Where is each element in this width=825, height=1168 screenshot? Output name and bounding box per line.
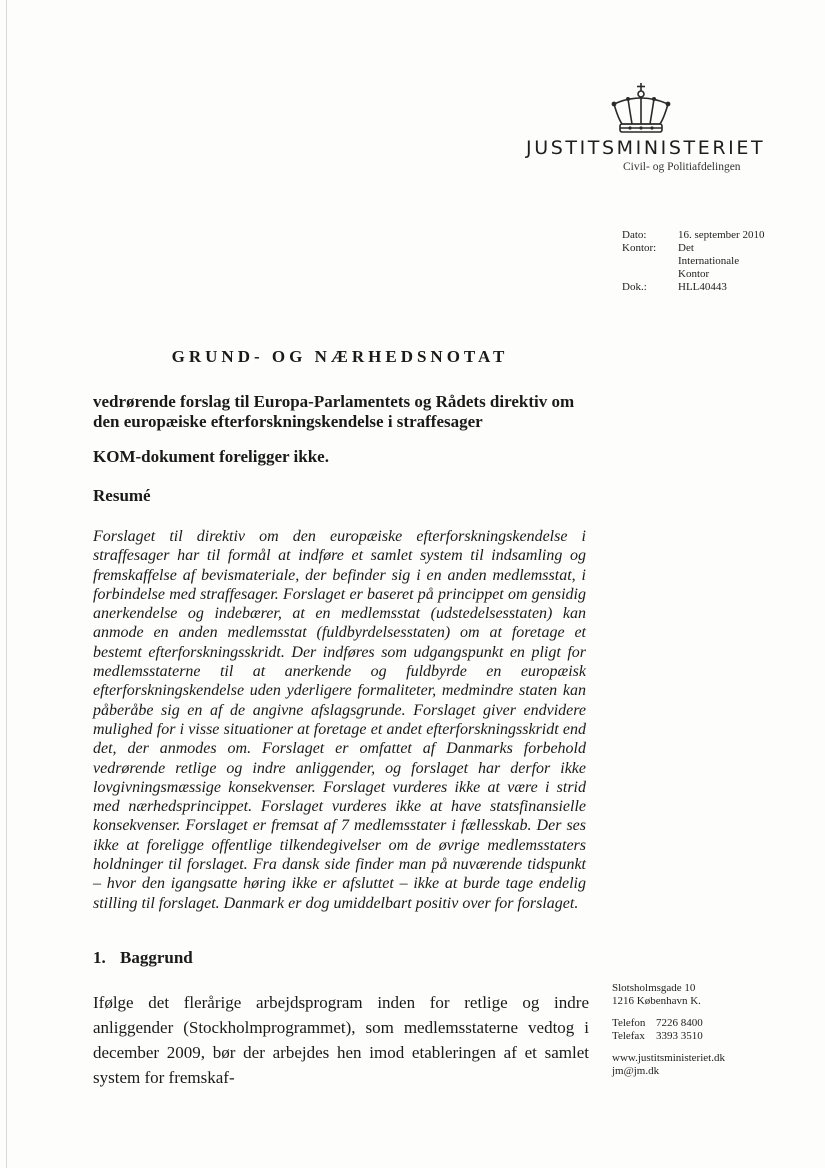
website-link[interactable]: www.justitsministeriet.dk <box>612 1052 725 1064</box>
phone-label: Telefon <box>612 1017 646 1029</box>
body-text: Ifølge det flerårige arbejdsprogram inden for retlige og indre anliggender (Stockholmprogrammet), som medlemsstaterne vedtog i december 2009, bør der arbejdes hen imod etableringen af et samlet system for fremskaf- <box>93 993 589 1087</box>
section-title: Baggrund <box>120 948 193 967</box>
phone-number: 7226 8400 <box>656 1017 703 1029</box>
document-subject: vedrørende forslag til Europa-Parlamentets og Rådets direktiv om den europæiske efterforskningskendelse i straffesager <box>93 392 575 431</box>
meta-value: 16. september 2010 <box>678 229 765 241</box>
meta-label: Kontor: <box>622 242 657 254</box>
section-number: 1. <box>93 948 106 967</box>
scan-edge-line <box>6 0 7 1168</box>
resume-text: Forslaget til direktiv om den europæiske efterforskningskendelse i straffesager har til formål at indføre et samlet system til indsamling og fremskaffelse af bevismateriale, der befinder sig i en anden medlemsstat, i forbindelse med straffesager. Forslaget er baseret på princippet om gensidig anerkendelse og indebærer, at en medlemsstat (udstedelsesstaten) kan anmode en anden medlemsstat (fuldbyrdelsesstaten) om at foretage et bestemt efterforskningsskridt. Der indføres som udgangspunkt en pligt for medlemsstaterne til at anerkende og fuldbyrde en europæisk efterforskningskendelse uden yderligere formaliteter, medmindre staten kan påberåbe sig en af de angivne afslagsgrunde. Forslaget giver endvidere mulighed for i visse situationer at foretage et andet efterforskningsskridt end det, der anmodes om. Forslaget er omfattet af Danmarks forbehold vedrørende retlige og indre anliggender, og forslaget har derfor ikke lovgivningsmæssige konsekvenser. Forslaget vurderes ikke at være i strid med nærhedsprincippet. Forslaget vurderes ikke at have statsfinansielle konsekvenser. Forslaget er fremsat af 7 medlemsstater i fællesskab. Der ses ikke at foreligge offentlige tilkendegivelser om de øvrige medlemsstaters holdninger til forslaget. Fra dansk side finder man på nuværende tidspunkt – hvor den igangsatte høring ikke er afsluttet – ikke at burde tage endelig stilling til forslaget. Danmark er dog umiddelbart positiv over for forslaget. <box>93 528 586 912</box>
meta-label: Dato: <box>622 229 647 241</box>
email-link[interactable]: jm@jm.dk <box>612 1065 660 1077</box>
document-title: GRUND- OG NÆRHEDSNOTAT <box>171 347 509 366</box>
kom-note: KOM-dokument foreligger ikke. <box>93 447 329 466</box>
address-city: 1216 København K. <box>612 995 701 1007</box>
royal-crown-icon <box>608 82 674 138</box>
fax-row <box>612 1030 725 1043</box>
meta-row-office <box>622 242 788 281</box>
meta-row-date <box>622 229 788 242</box>
meta-row-doc <box>622 281 788 294</box>
section-heading <box>93 948 193 968</box>
address-block <box>612 982 725 1078</box>
phone-row <box>612 1017 725 1030</box>
meta-value: Det Internationale Kontor <box>678 242 740 280</box>
department-name: Civil- og Politiafdelingen <box>623 161 741 173</box>
address-street: Slotsholmsgade 10 <box>612 982 696 994</box>
fax-number: 3393 3510 <box>656 1030 703 1042</box>
fax-label: Telefax <box>612 1030 645 1042</box>
meta-value: HLL40443 <box>678 281 727 293</box>
document-meta <box>622 229 788 294</box>
resume-heading: Resumé <box>93 486 151 505</box>
meta-label: Dok.: <box>622 281 647 293</box>
ministry-name: JUSTITSMINISTERIET <box>526 137 766 159</box>
